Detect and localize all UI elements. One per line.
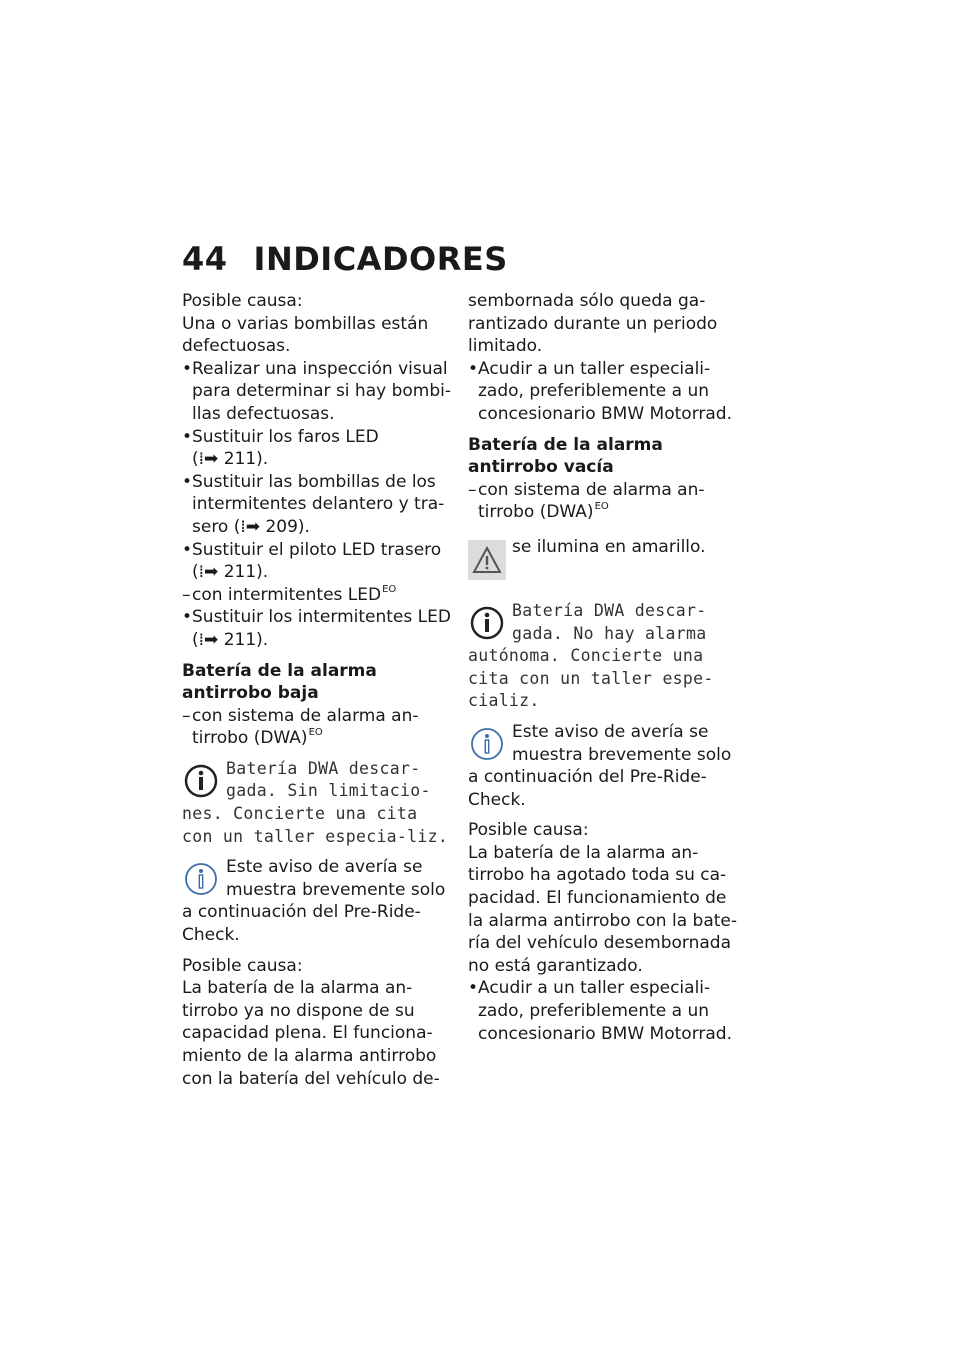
info-icon [182, 858, 220, 900]
eo-badge: EO [308, 727, 323, 739]
info-note [468, 721, 738, 811]
reference-arrow-icon: ⁞➡ [198, 629, 219, 650]
possible-cause-label: Posible causa: [468, 820, 589, 841]
list-item: •Realizar una inspección visual para determinar si hay bombi-llas defectuosas. [182, 358, 451, 424]
condition-item: –con sistema de alarma an-tirrobo (DWA)$^{EO}$ [468, 479, 705, 523]
condition-item: –con sistema de alarma an-tirrobo (DWA)$^{EO}$ [182, 705, 419, 749]
info-icon [182, 760, 220, 802]
list-item: •Sustituir los faros LED (⁞➡ 211). [182, 426, 379, 470]
page-number: 44 [182, 240, 228, 278]
list-item: •Sustituir las bombillas de los intermitentes delantero y tra-sero (⁞➡ 209). [182, 471, 445, 537]
warning-triangle-icon [468, 540, 506, 580]
list-item: •Acudir a un taller especiali-zado, preferiblemente a un concesionario BMW Motorrad. [468, 358, 732, 424]
reference-arrow-icon: ⁞➡ [198, 562, 219, 583]
page-reference[interactable]: 211). [223, 562, 269, 583]
page-reference[interactable]: 211). [223, 629, 269, 650]
possible-cause-label: Posible causa: [182, 955, 303, 976]
info-note [182, 856, 452, 946]
info-note-text: Este aviso de avería se muestra brevemente solo a continuación del Pre-Ride-Check. [468, 721, 732, 810]
page-reference[interactable]: 209). [265, 516, 310, 537]
cause-text: La batería de la alarma an-tirrobo ya no dispone de su capacidad plena. El funciona-miento de la alarma antirrobo con la batería del vehículo de- [182, 978, 440, 1089]
warning-text: se ilumina en amarillo. [512, 536, 706, 557]
cause-text: La batería de la alarma an-tirrobo ha agotado toda su ca-pacidad. El funcionamiento de la alarma antirrobo con la bate-ría del vehículo desembornada no está garantizado. [468, 842, 737, 976]
left-column [182, 290, 452, 1090]
display-message [468, 600, 738, 713]
page-title: INDICADORES [253, 240, 508, 278]
display-message-text: Batería DWA descar-gada. Sin limitacio-nes. Concierte una cita con un taller especia-liz. [182, 758, 449, 846]
cause-text: Una o varias bombillas están defectuosas. [182, 313, 429, 357]
right-column [468, 290, 738, 1045]
display-message [182, 758, 452, 848]
section-heading: Batería de la alarma antirrobo baja [182, 660, 377, 704]
eo-badge: EO [382, 583, 397, 595]
list-item: •Sustituir los intermitentes LED (⁞➡ 211). [182, 607, 451, 650]
info-icon [468, 723, 506, 765]
list-item: •Acudir a un taller especiali-zado, preferiblemente a un concesionario BMW Motorrad. [468, 978, 732, 1044]
info-note-text: Este aviso de avería se muestra brevemente solo a continuación del Pre-Ride-Check. [182, 857, 446, 946]
section-heading: Batería de la alarma antirrobo vacía [468, 434, 663, 478]
display-message-text: Batería DWA descar-gada. No hay alarma autónoma. Concierte una cita con un taller espe-cializ. [468, 600, 714, 711]
list-item: •Sustituir el piloto LED trasero (⁞➡ 211). [182, 539, 442, 583]
info-icon [468, 602, 506, 644]
page-reference[interactable]: 211). [223, 449, 269, 470]
eo-badge: EO [594, 501, 609, 513]
reference-arrow-icon: ⁞➡ [198, 449, 219, 470]
page-header [182, 240, 508, 278]
continued-text: sembornada sólo queda ga-rantizado durante un periodo limitado. [468, 291, 718, 357]
possible-cause-label: Posible causa: [182, 291, 303, 311]
warning-indicator [468, 536, 738, 580]
condition-item: –con intermitentes $LED^{EO}$ [182, 583, 397, 605]
reference-arrow-icon: ⁞➡ [240, 516, 261, 537]
